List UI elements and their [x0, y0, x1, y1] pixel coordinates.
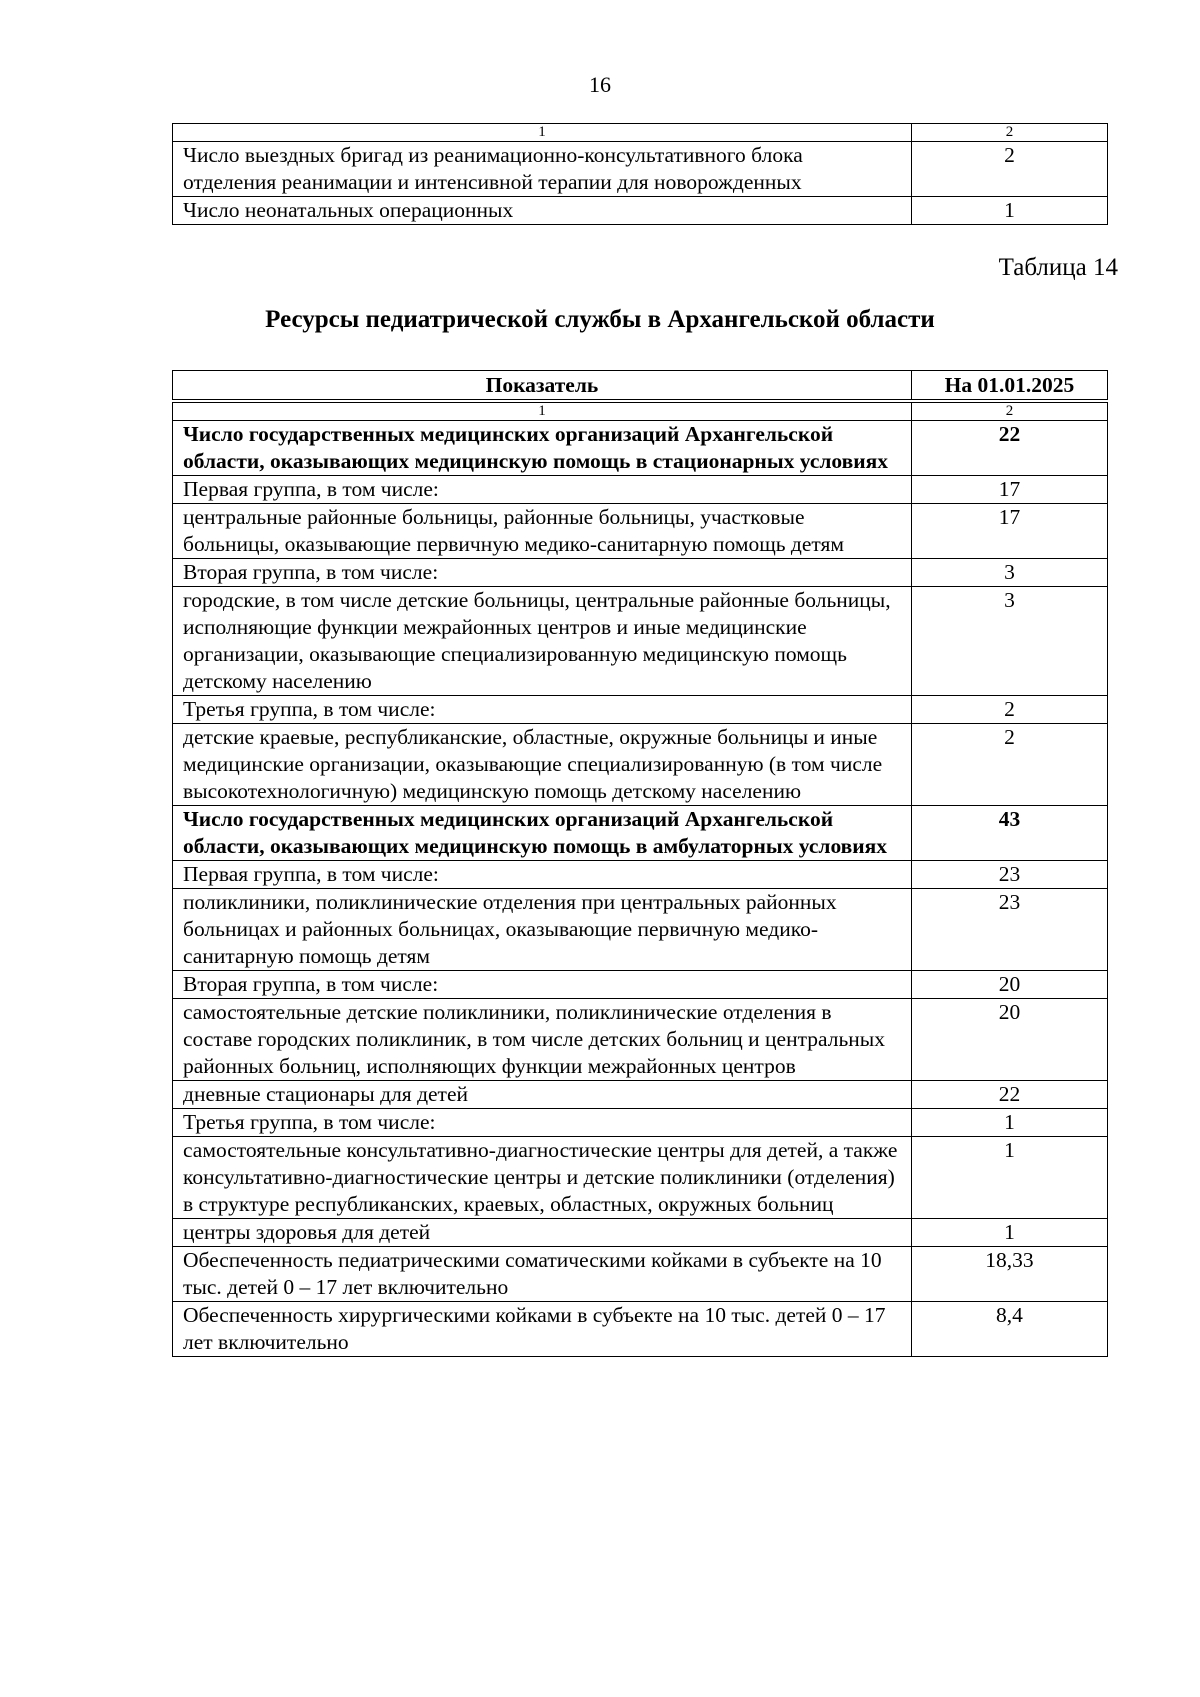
column-number-cell: 2 — [911, 403, 1107, 421]
table-row — [173, 889, 1108, 971]
table-row — [173, 1109, 1108, 1137]
value-cell: 20 — [911, 971, 1107, 999]
value-cell: 20 — [911, 999, 1107, 1081]
value-cell: 17 — [911, 504, 1107, 559]
table-row — [173, 861, 1108, 889]
value-cell: 1 — [911, 197, 1107, 225]
indicator-cell: самостоятельные детские поликлиники, поликлинические отделения в составе городских поликлиник, в том числе детских больниц и центральных районных больниц, исполняющих функции межрайонных центров — [173, 999, 912, 1081]
table-row — [173, 197, 1108, 225]
value-cell: 8,4 — [911, 1302, 1107, 1357]
table-row — [173, 999, 1108, 1081]
value-cell: 1 — [911, 1109, 1107, 1137]
indicator-cell: самостоятельные консультативно-диагностические центры для детей, а также консультативно-диагностические центры и детские поликлиники (отделения) в структуре республиканских, краевых, областных, окружных больниц — [173, 1137, 912, 1219]
page-number: 16 — [589, 72, 611, 97]
indicator-cell: Число государственных медицинских организаций Архангельской области, оказывающих медицинскую помощь в амбулаторных условиях — [173, 806, 912, 861]
table-title: Ресурсы педиатрической службы в Архангельской области — [265, 306, 935, 333]
indicator-cell: Третья группа, в том числе: — [173, 1109, 912, 1137]
value-cell: 1 — [911, 1219, 1107, 1247]
continuation-table-body — [173, 124, 1108, 225]
header-row — [173, 371, 1108, 400]
indicator-cell: центры здоровья для детей — [173, 1219, 912, 1247]
value-cell: 3 — [911, 559, 1107, 587]
table-row — [173, 421, 1108, 476]
table-row — [173, 971, 1108, 999]
table-row — [173, 1137, 1108, 1219]
value-cell: 17 — [911, 476, 1107, 504]
indicator-cell: Обеспеченность педиатрическими соматическими койками в субъекте на 10 тыс. детей 0 – 17 лет включительно — [173, 1247, 912, 1302]
table-row — [173, 476, 1108, 504]
indicator-cell: дневные стационары для детей — [173, 1081, 912, 1109]
value-cell: 1 — [911, 1137, 1107, 1219]
table-row — [173, 1247, 1108, 1302]
indicator-cell: поликлиники, поликлинические отделения при центральных районных больницах и районных больницах, оказывающие первичную медико-санитарную помощь детям — [173, 889, 912, 971]
value-cell: 43 — [911, 806, 1107, 861]
indicator-cell: Число выездных бригад из реанимационно-консультативного блока отделения реанимации и интенсивной терапии для новорожденных — [173, 142, 912, 197]
table-row — [173, 1219, 1108, 1247]
value-cell: 2 — [911, 696, 1107, 724]
indicator-cell: Вторая группа, в том числе: — [173, 559, 912, 587]
value-cell: 3 — [911, 587, 1107, 696]
value-cell: 18,33 — [911, 1247, 1107, 1302]
column-number-cell: 1 — [173, 124, 912, 142]
main-table-header — [172, 370, 1108, 400]
table-row — [173, 724, 1108, 806]
value-cell: 23 — [911, 889, 1107, 971]
indicator-cell: детские краевые, республиканские, областные, окружные больницы и иные медицинские организации, оказывающие специализированную (в том числе высокотехнологичную) медицинскую помощь детскому населению — [173, 724, 912, 806]
table-row — [173, 559, 1108, 587]
continuation-table — [172, 123, 1108, 225]
indicator-cell: Число неонатальных операционных — [173, 197, 912, 225]
main-table-body — [173, 403, 1108, 1357]
indicator-cell: Вторая группа, в том числе: — [173, 971, 912, 999]
table-row — [173, 142, 1108, 197]
value-cell: 2 — [911, 724, 1107, 806]
indicator-cell: Третья группа, в том числе: — [173, 696, 912, 724]
table-row — [173, 587, 1108, 696]
value-cell: 23 — [911, 861, 1107, 889]
indicator-cell: центральные районные больницы, районные больницы, участковые больницы, оказывающие первичную медико-санитарную помощь детям — [173, 504, 912, 559]
column-number-row — [173, 124, 1108, 142]
table-row — [173, 696, 1108, 724]
table-row — [173, 1302, 1108, 1357]
header-cell-indicator: Показатель — [173, 371, 912, 400]
indicator-cell: Число государственных медицинских организаций Архангельской области, оказывающих медицинскую помощь в стационарных условиях — [173, 421, 912, 476]
indicator-cell: Первая группа, в том числе: — [173, 476, 912, 504]
table-row — [173, 504, 1108, 559]
value-cell: 22 — [911, 421, 1107, 476]
main-table — [172, 402, 1108, 1357]
indicator-cell: Обеспеченность хирургическими койками в субъекте на 10 тыс. детей 0 – 17 лет включительно — [173, 1302, 912, 1357]
column-number-cell: 2 — [911, 124, 1107, 142]
table-row — [173, 1081, 1108, 1109]
value-cell: 22 — [911, 1081, 1107, 1109]
column-number-row — [173, 403, 1108, 421]
table-row — [173, 806, 1108, 861]
column-number-cell: 1 — [173, 403, 912, 421]
header-cell-date: На 01.01.2025 — [911, 371, 1107, 400]
value-cell: 2 — [911, 142, 1107, 197]
indicator-cell: городские, в том числе детские больницы, центральные районные больницы, исполняющие функции межрайонных центров и иные медицинские организации, оказывающие специализированную медицинскую помощь детскому населению — [173, 587, 912, 696]
table-caption: Таблица 14 — [998, 254, 1118, 281]
indicator-cell: Первая группа, в том числе: — [173, 861, 912, 889]
